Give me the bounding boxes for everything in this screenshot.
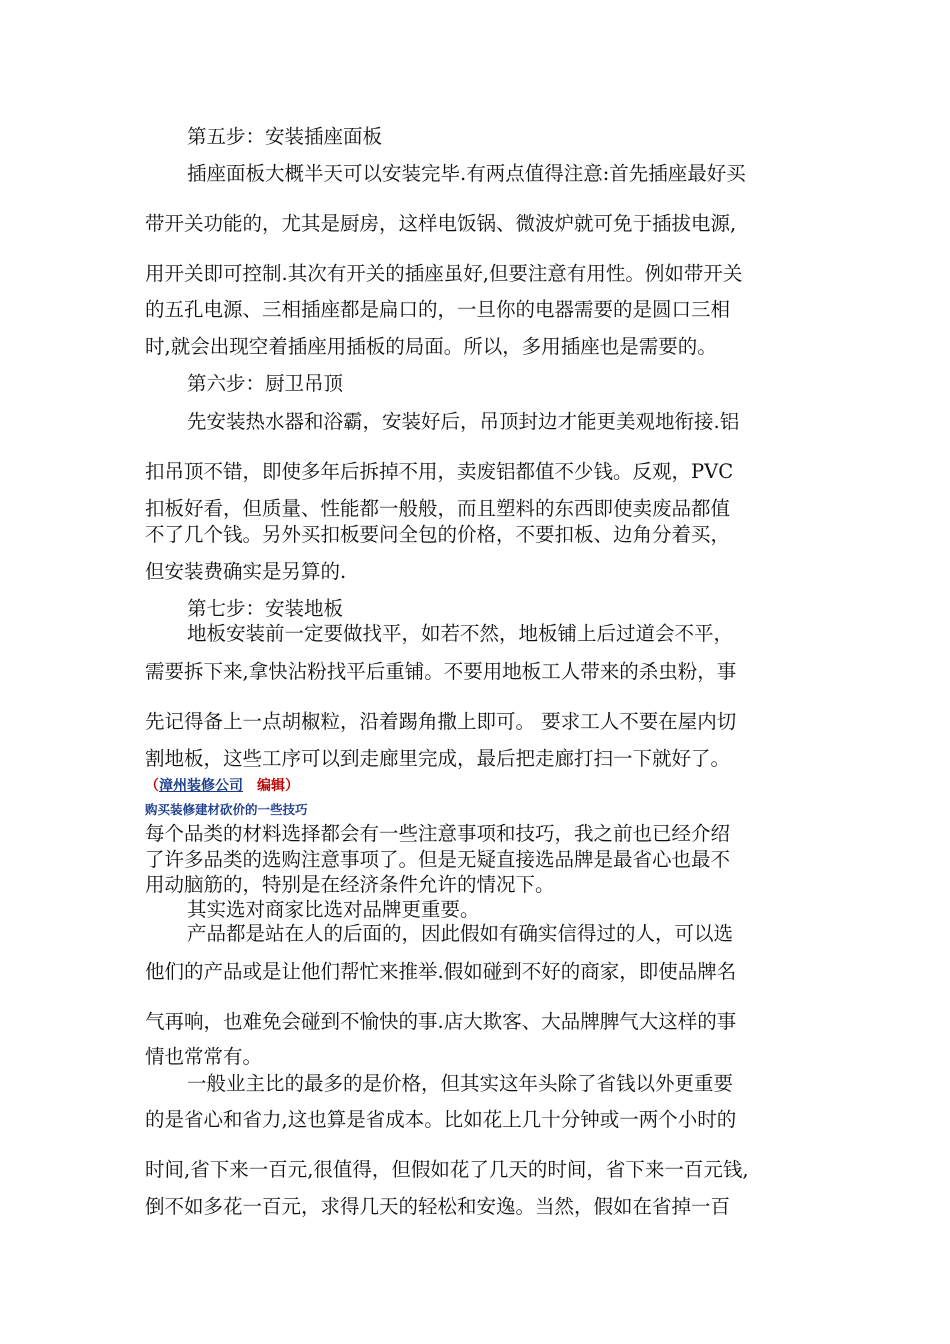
paragraph-line: 时间,省下来一百元,很值得，但假如花了几天的时间，省下来一百元钱,: [145, 1158, 749, 1181]
paragraph-line: 情也常常有。: [145, 1045, 263, 1068]
company-link[interactable]: 漳州装修公司: [159, 778, 243, 794]
paragraph-line: 气再响，也难免会碰到不愉快的事.店大欺客、大品牌脾气大这样的事: [145, 1010, 737, 1033]
paragraph-line: 扣板好看，但质量、性能都一般般，而且塑料的东西即使卖废品都值: [145, 497, 731, 520]
step5-heading: 第五步：安装插座面板: [187, 125, 383, 148]
step6-heading: 第六步：厨卫吊顶: [187, 372, 344, 395]
source-credit: [145, 775, 299, 795]
paragraph-line: 不了几个钱。另外买扣板要问全包的价格，不要扣板、边角分着买，: [145, 523, 731, 546]
paragraph-line: 产品都是站在人的后面的，因此假如有确实信得过的人，可以选: [187, 922, 734, 945]
paragraph-line: 需要拆下来,拿快沾粉找平后重铺。不要用地板工人带来的杀虫粉，事: [145, 660, 737, 683]
paragraph-line: 先安装热水器和浴霸，安装好后，吊顶封边才能更美观地衔接.铝: [187, 410, 740, 433]
paragraph-line: 他们的产品或是让他们帮忙来推举.假如碰到不好的商家，即使品牌名: [145, 960, 737, 983]
paragraph-line: 先记得备上一点胡椒粒，沿着踢角撒上即可。 要求工人不要在屋内切: [145, 710, 737, 733]
paragraph-line: 倒不如多花一百元，求得几天的轻松和安逸。当然，假如在省掉一百: [145, 1195, 731, 1218]
step7-heading: 第七步：安装地板: [187, 597, 344, 620]
paragraph-line: 割地板，这些工序可以到走廊里完成，最后把走廊打扫一下就好了。: [145, 747, 731, 770]
paragraph-line: 地板安装前一定要做找平，如若不然，地板铺上后过道会不平，: [187, 622, 734, 645]
paragraph-line: 的是省心和省力,这也算是省成本。比如花上几十分钟或一两个小时的: [145, 1108, 737, 1131]
paragraph-line: 带开关功能的，尤其是厨房，这样电饭锅、微波炉就可免于插拔电源,: [145, 212, 737, 235]
paragraph-line: 插座面板大概半天可以安装完毕.有两点值得注意:首先插座最好买: [187, 162, 746, 185]
paragraph-line: 了许多品类的选购注意事项了。但是无疑直接选品牌是最省心也最不: [145, 848, 731, 871]
credit-open-paren: （: [145, 778, 159, 794]
paragraph-line: 扣吊顶不错，即使多年后拆掉不用，卖废铝都值不少钱。反观，PVC: [145, 460, 734, 483]
paragraph-line: 用开关即可控制.其次有开关的插座虽好,但要注意有用性。例如带开关: [145, 262, 743, 285]
paragraph-line: 的五孔电源、三相插座都是扁口的，一旦你的电器需要的是圆口三相: [145, 298, 731, 321]
paragraph-line: 用动脑筋的，特别是在经济条件允许的情况下。: [145, 873, 555, 896]
paragraph-line: 一般业主比的最多的是价格，但其实这年头除了省钱以外更重要: [187, 1072, 734, 1095]
editor-label: 编辑: [257, 778, 285, 794]
article-title: 购买装修建材砍价的一些技巧: [145, 802, 308, 817]
credit-close-paren: ）: [285, 778, 299, 794]
paragraph-line: 其实选对商家比选对品牌更重要。: [187, 898, 480, 921]
paragraph-line: 但安装费确实是另算的.: [145, 560, 347, 583]
paragraph-line: 时,就会出现空着插座用插板的局面。所以，多用插座也是需要的。: [145, 335, 717, 358]
paragraph-line: 每个品类的材料选择都会有一些注意事项和技巧，我之前也已经介绍: [145, 822, 731, 845]
